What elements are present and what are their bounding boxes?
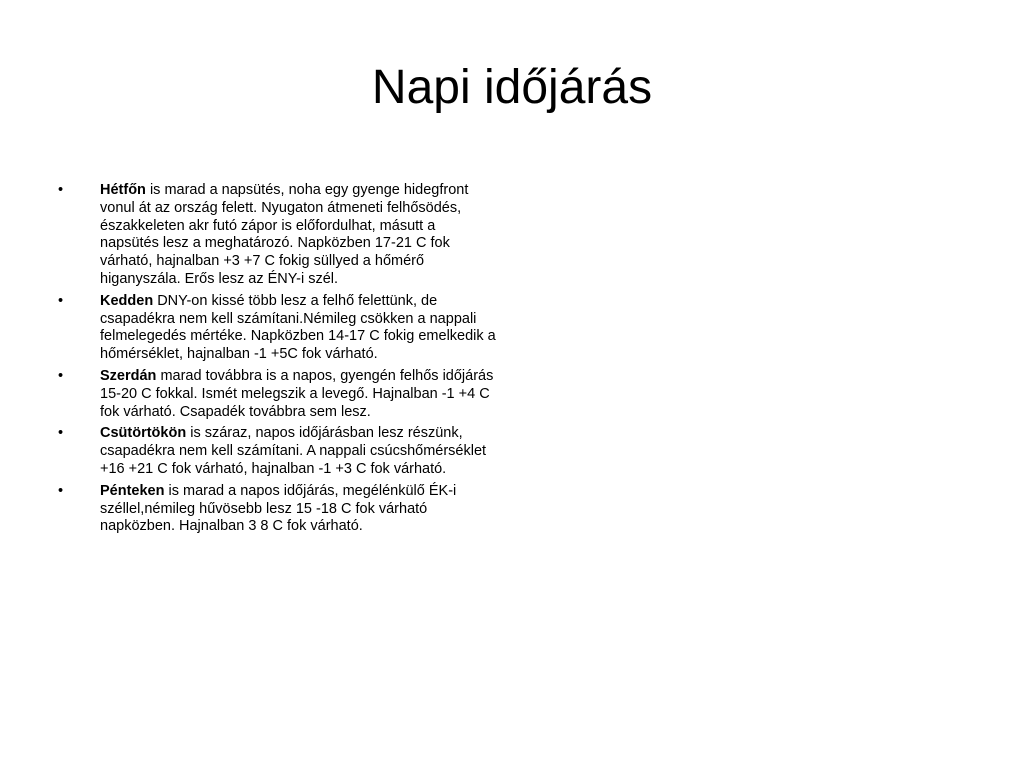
bullet-marker: • xyxy=(58,182,64,198)
slide-title: Napi időjárás xyxy=(371,61,653,114)
bullet-list xyxy=(58,182,498,540)
forecast-text: is marad a napos időjárás, megélénkülő ÉK-i széllel,némileg hűvösebb lesz 15 -18 C fok várható napközben. Hajnalban 3 8 C fok várható. xyxy=(100,482,457,535)
bullet-marker: • xyxy=(58,482,64,499)
forecast-text: DNY-on kissé több lesz a felhő felettünk, de csapadékra nem kell számítani.Némileg csökken a nappali felmelegedés mértéke. Napközben 14-17 C fokig emelkedik a hőmérséklet, hajnalban -1 +5C fok várható. xyxy=(100,292,496,363)
forecast-text: is száraz, napos időjárásban lesz részünk, csapadékra nem kell számítani. A nappali csúcshőmérséklet +16 +21 C fok várható, hajnalban -1 +3 C fok várható. xyxy=(100,425,487,477)
list-item xyxy=(58,425,498,478)
list-item xyxy=(58,293,498,364)
bullet-marker: • xyxy=(58,292,64,309)
list-item xyxy=(58,182,498,289)
day-label: Csütörtökön xyxy=(100,425,187,442)
day-label: Szerdán xyxy=(100,367,157,384)
bullet-marker: • xyxy=(58,425,64,442)
forecast-text: marad továbbra is a napos, gyengén felhős időjárás 15-20 C fokkal. Ismét melegszik a levegő. Hajnalban -1 +4 C fok várható. Csapadék továbbra sem lesz. xyxy=(100,367,494,420)
bullet-marker: • xyxy=(58,367,64,384)
day-label: Pénteken xyxy=(100,482,165,499)
day-label: Hétfőn xyxy=(100,182,146,198)
list-item xyxy=(58,483,498,536)
day-label: Kedden xyxy=(100,292,154,309)
list-item xyxy=(58,368,498,421)
forecast-text: is marad a napsütés, noha egy gyenge hidegfront vonul át az ország felett. Nyugaton átmeneti felhősödés, északkeleten akr futó zápor is előfordulhat, másutt a napsütés lesz a meghatározó. Napközben 17-21 C fok várható, hajnalban +3 +7 C fokig süllyed a hőmérő higanyszála. Erős lesz az ÉNY-i szél. xyxy=(100,182,469,287)
